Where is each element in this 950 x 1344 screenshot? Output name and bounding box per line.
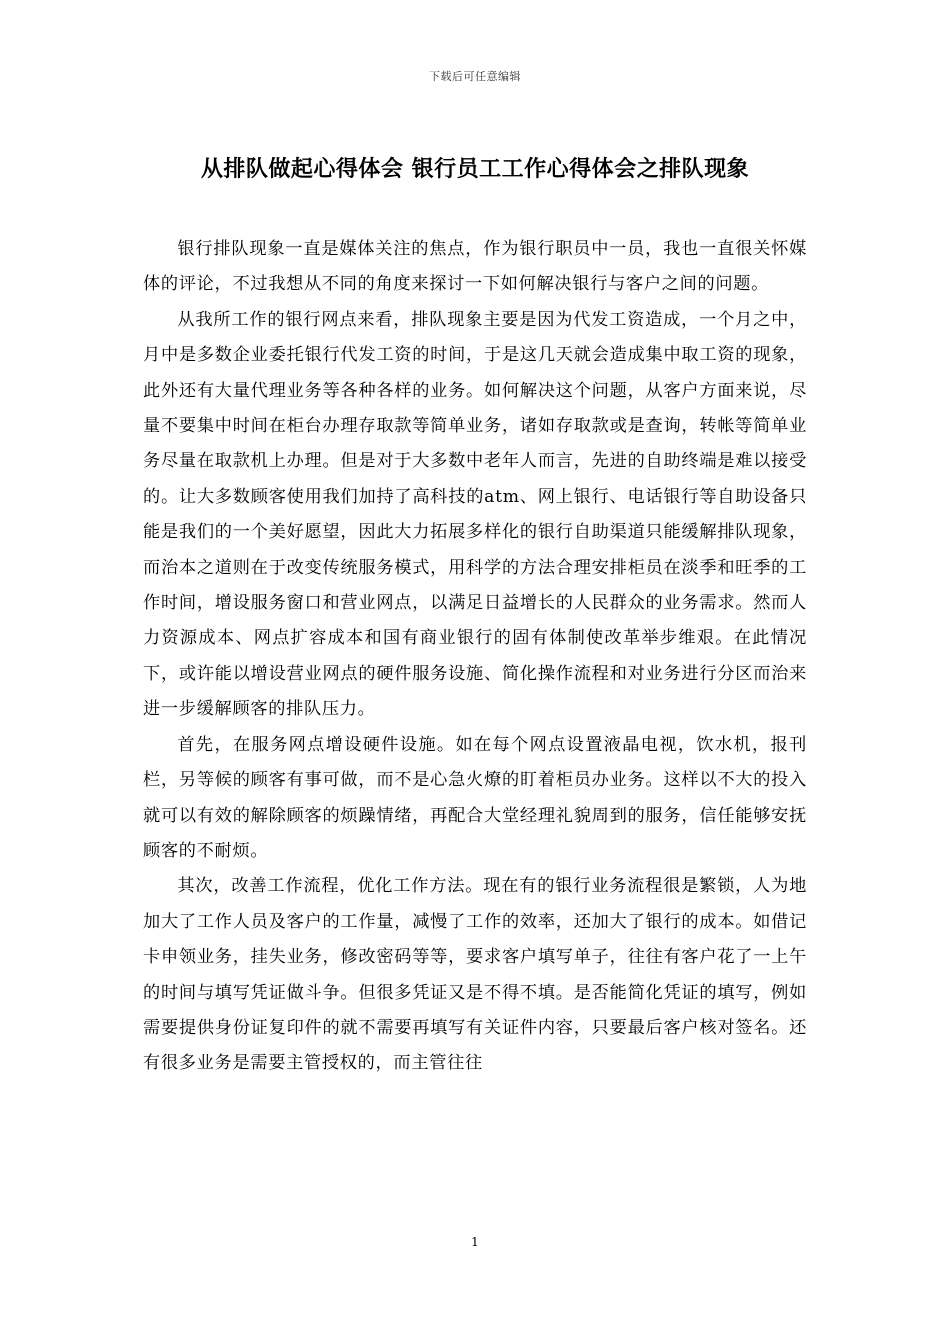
header-note: 下载后可任意编辑 xyxy=(429,70,521,83)
page-number: 1 xyxy=(471,1235,479,1249)
document-title: 从排队做起心得体会 银行员工工作心得体会之排队现象 xyxy=(200,157,750,182)
paragraph-3: 首先，在服务网点增设硬件设施。如在每个网点设置液晶电视，饮水机，报刊栏，另等候的顾客有事可做，而不是心急火燎的盯着柜员办业务。这样以不大的投入就可以有效的解除顾客的烦躁情绪，再配合大堂经理礼貌周到的服务，信任能够安抚顾客的不耐烦。 xyxy=(143,734,807,861)
paragraph-4: 其次，改善工作流程，优化工作方法。现在有的银行业务流程很是繁锁，人为地加大了工作人员及客户的工作量，减慢了工作的效率，还加大了银行的成本。如借记卡申领业务，挂失业务，修改密码等等，要求客户填写单子，往往有客户花了一上午的时间与填写凭证做斗争。但很多凭证又是不得不填。是否能简化凭证的填写，例如需要提供身份证复印件的就不需要再填写有关证件内容，只要最后客户核对签名。还有很多业务是需要主管授权的，而主管往往 xyxy=(143,876,807,1074)
paragraph-2: 从我所工作的银行网点来看，排队现象主要是因为代发工资造成，一个月之中，月中是多数企业委托银行代发工资的时间，于是这几天就会造成集中取工资的现象，此外还有大量代理业务等各种各样的业务。如何解决这个问题，从客户方面来说，尽量不要集中时间在柜台办理存取款等简单业务，诸如存取款或是查询，转帐等简单业务尽量在取款机上办理。但是对于大多数中老年人而言，先进的自助终端是难以接受的。让大多数顾客使用我们加持了高科技的atm、网上银行、电话银行等自助设备只能是我们的一个美好愿望，因此大力拓展多样化的银行自助渠道只能缓解排队现象，而治本之道则在于改变传统服务模式，用科学的方法合理安排柜员在淡季和旺季的工作时间，增设服务窗口和营业网点，以满足日益增长的人民群众的业务需求。然而人力资源成本、网点扩容成本和国有商业银行的固有体制使改革举步维艰。在此情况下，或许能以增设营业网点的硬件服务设施、简化操作流程和对业务进行分区而治来进一步缓解顾客的排队压力。 xyxy=(143,309,807,720)
paragraph-1: 银行排队现象一直是媒体关注的焦点，作为银行职员中一员，我也一直很关怀媒体的评论，不过我想从不同的角度来探讨一下如何解决银行与客户之间的问题。 xyxy=(143,239,807,295)
document-body xyxy=(143,232,807,1082)
